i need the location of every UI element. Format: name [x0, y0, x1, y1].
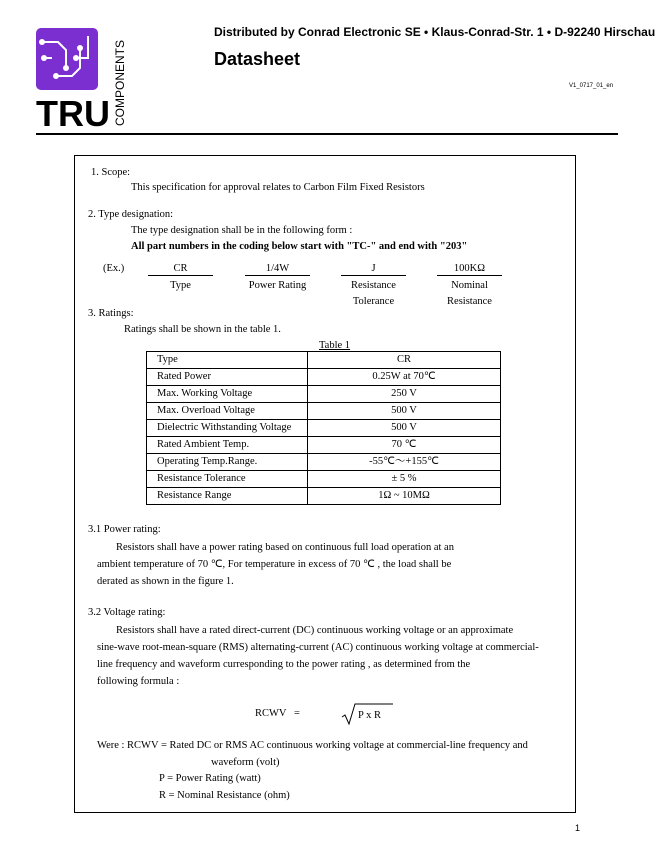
table-cell-label: Max. Working Voltage [147, 386, 308, 403]
voltage-rating-line: sine-wave root-mean-square (RMS) alternating-current (AC) continuous working voltage at commercial- [97, 642, 539, 653]
table-cell-label: Dielectric Withstanding Voltage [147, 420, 308, 437]
scope-text: This specification for approval relates to Carbon Film Fixed Resistors [131, 182, 425, 193]
power-rating-line: Resistors shall have a power rating based on continuous full load operation at an [116, 542, 454, 553]
table-cell-label: Type [147, 352, 308, 369]
where-line: R = Nominal Resistance (ohm) [159, 790, 290, 801]
table-row [147, 471, 501, 488]
ratings-heading: 3. Ratings: [88, 308, 134, 319]
ratings-text: Ratings shall be shown in the table 1. [124, 324, 281, 335]
ratings-table [146, 351, 501, 505]
page-title: Datasheet [214, 49, 301, 69]
code-resistance-value: 100KΩ [453, 263, 486, 274]
table-row [147, 437, 501, 454]
table-cell-value: 0.25W at 70℃ [308, 369, 501, 386]
code-resistance-label1: Nominal [451, 280, 488, 291]
table-cell-value: 1Ω ~ 10MΩ [308, 488, 501, 505]
voltage-rating-line: Resistors shall have a rated direct-current (DC) continuous working voltage or an approximate [116, 625, 514, 636]
part-number-note: All part numbers in the coding below start with "TC-" and end with "203" [131, 241, 468, 252]
table-cell-label: Operating Temp.Range. [147, 454, 308, 471]
tru-components-logo [36, 28, 128, 128]
table-cell-label: Max. Overload Voltage [147, 403, 308, 420]
table-cell-value: CR [308, 352, 501, 369]
table-cell-label: Resistance Tolerance [147, 471, 308, 488]
formula-equals: = [294, 708, 300, 719]
table-cell-value: 500 V [308, 403, 501, 420]
code-resistance-label2: Resistance [447, 296, 492, 307]
where-line: waveform (volt) [211, 757, 280, 768]
formula-rhs: P x R [358, 710, 381, 721]
table-row [147, 420, 501, 437]
table-cell-value: 500 V [308, 420, 501, 437]
code-power-underline [245, 275, 310, 276]
version-code: V1_0717_01_en [569, 83, 614, 89]
code-tolerance-label1: Resistance [351, 280, 396, 291]
power-rating-heading: 3.1 Power rating: [88, 524, 161, 535]
logo-sub: COMPONENTS [113, 39, 127, 126]
where-line: P = Power Rating (watt) [159, 773, 261, 784]
code-type-underline [148, 275, 213, 276]
table-cell-label: Rated Ambient Temp. [147, 437, 308, 454]
table-cell-value: 70 ℃ [308, 437, 501, 454]
distributor-line: Distributed by Conrad Electronic SE • Klaus-Conrad-Str. 1 • D-92240 Hirschau [214, 25, 656, 39]
table-cell-label: Rated Power [147, 369, 308, 386]
logo-brand: TRU [36, 93, 110, 128]
type-designation-heading: 2. Type designation: [88, 209, 174, 220]
page-number: 1 [575, 823, 581, 833]
code-type-label: Type [170, 280, 191, 291]
example-label: (Ex.) [103, 263, 125, 274]
voltage-rating-heading: 3.2 Voltage rating: [88, 607, 166, 618]
table-row [147, 386, 501, 403]
voltage-rating-line: line frequency and waveform curresponding to the power rating , as determined from the [97, 659, 471, 670]
type-designation-text: The type designation shall be in the following form : [131, 225, 353, 236]
table-row [147, 488, 501, 505]
code-resistance-underline [437, 275, 502, 276]
scope-heading: 1. Scope: [91, 167, 131, 178]
power-rating-line: ambient temperature of 70 ℃, For temperature in excess of 70 ℃ , the load shall be [97, 559, 452, 570]
code-tolerance-label2: Tolerance [352, 296, 395, 307]
voltage-rating-line: following formula : [97, 676, 180, 687]
table-cell-value: 250 V [308, 386, 501, 403]
code-power-label: Power Rating [248, 280, 307, 291]
table-cell-value: -55℃～+155℃ [308, 454, 501, 471]
formula-lhs: RCWV [255, 708, 287, 719]
code-type-value: CR [173, 263, 188, 274]
where-line: Were : RCWV = Rated DC or RMS AC continuous working voltage at commercial-line frequency and [97, 740, 528, 751]
header-divider [36, 133, 618, 135]
code-tolerance-value: J [371, 263, 376, 274]
code-power-value: 1/4W [265, 263, 290, 274]
table-cell-label: Resistance Range [147, 488, 308, 505]
code-tolerance-underline [341, 275, 406, 276]
table-row [147, 454, 501, 471]
power-rating-line: derated as shown in the figure 1. [97, 576, 234, 587]
table-row [147, 352, 501, 369]
table-caption: Table 1 [319, 340, 351, 351]
table-row [147, 403, 501, 420]
table-row [147, 369, 501, 386]
table-cell-value: ± 5 % [308, 471, 501, 488]
